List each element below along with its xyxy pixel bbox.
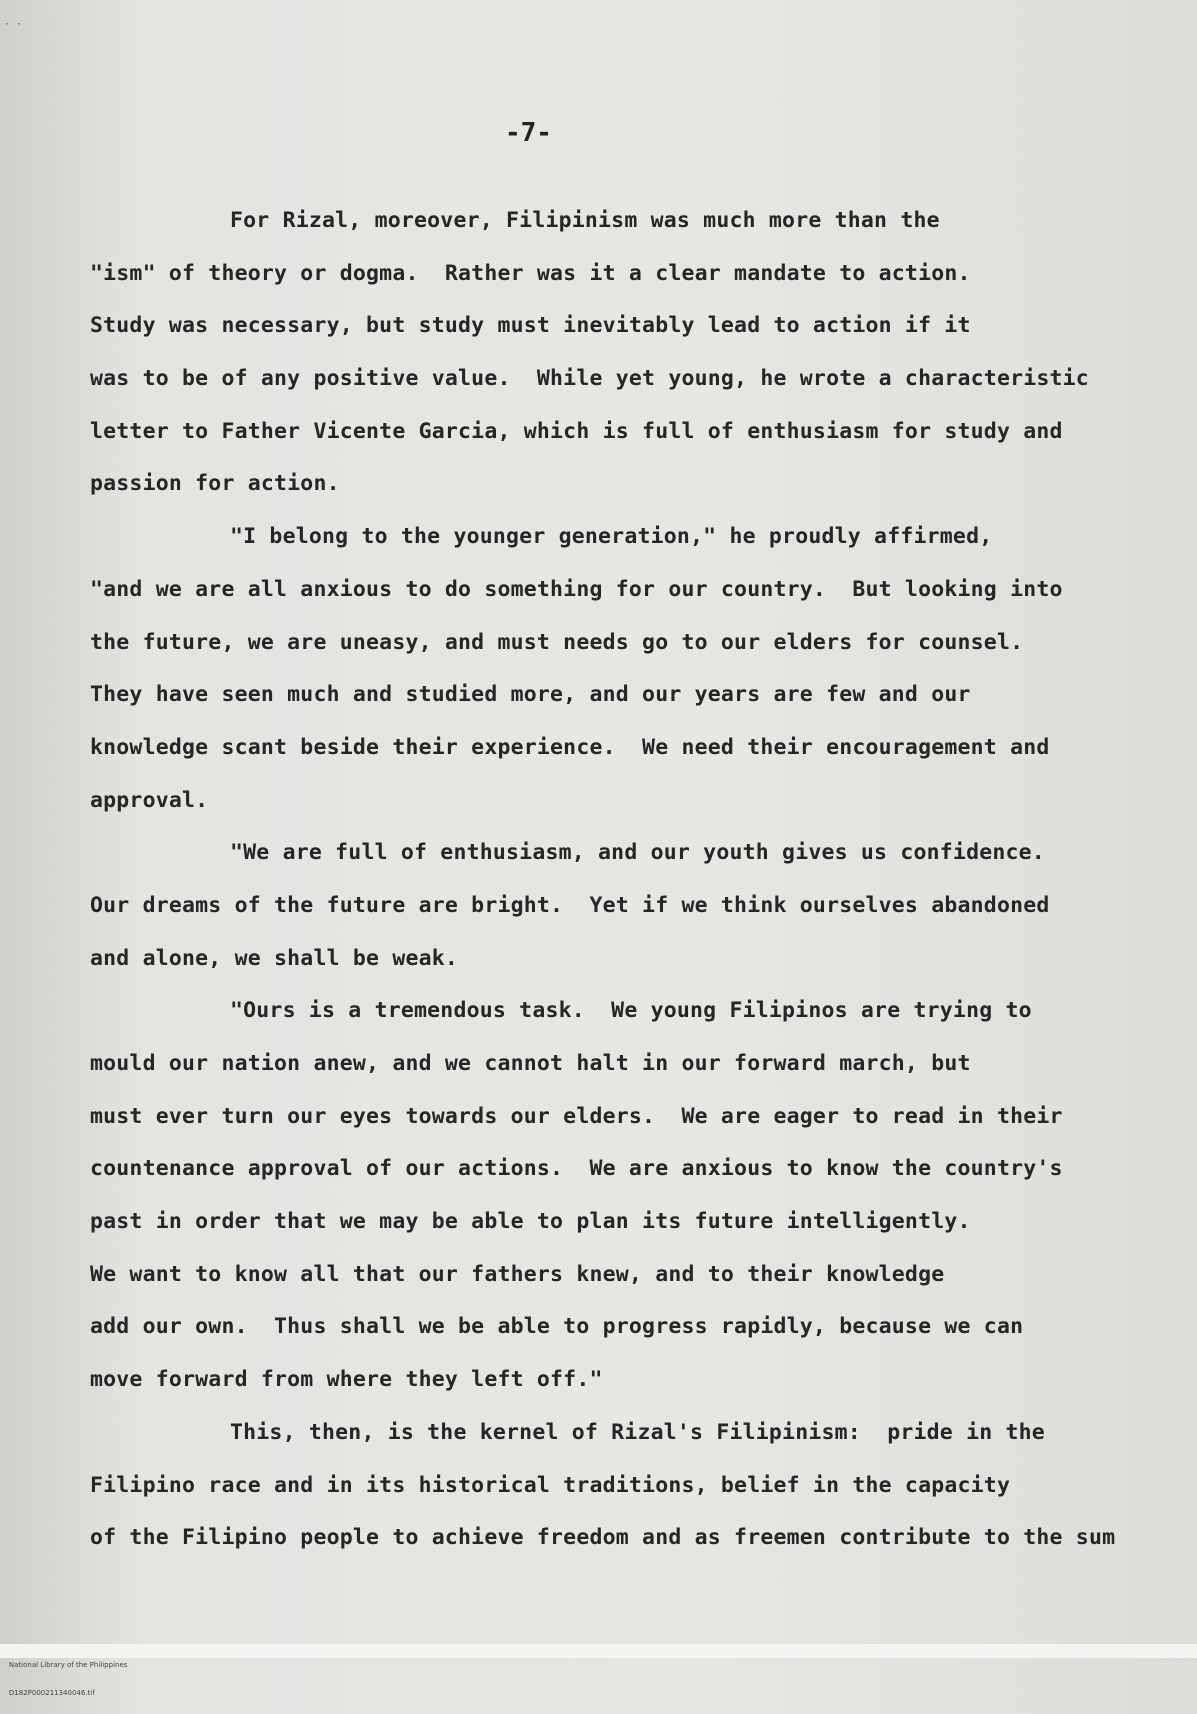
text-line: knowledge scant beside their experience. We need their encouragement and [90,734,1050,760]
text-line: letter to Father Vicente Garcia, which is full of enthusiasm for study and [90,418,1063,444]
text-line: "We are full of enthusiasm, and our youth gives us confidence. [230,840,1045,866]
text-line: "I belong to the younger generation," he proudly affirmed, [230,524,993,550]
text-line: past in order that we may be able to plan its future intelligently. [90,1209,971,1235]
text-line: For Rizal, moreover, Filipinism was much more than the [230,208,940,233]
text-line: "and we are all anxious to do something for our country. But looking into [90,576,1063,602]
text-line: countenance approval of our actions. We are anxious to know the country's [90,1156,1063,1182]
text-line: move forward from where they left off." [90,1367,603,1393]
text-line: of the Filipino people to achieve freedom and as freemen contribute to the sum [90,1525,1116,1551]
text-line: approval. [90,787,209,813]
text-line: Study was necessary, but study must inevitably lead to action if it [90,313,971,339]
text-line: "ism" of theory or dogma. Rather was it a clear mandate to action. [90,260,971,286]
text-line: Filipino race and in its historical traditions, belief in the capacity [90,1472,1011,1498]
text-line: passion for action. [90,471,340,497]
text-line: must ever turn our eyes towards our elders. We are eager to read in their [90,1103,1063,1129]
scan-speck: · · [4,19,23,30]
text-line: add our own. Thus shall we be able to progress rapidly, because we can [90,1314,1024,1340]
body-text [90,195,1170,1565]
text-line: was to be of any positive value. While yet young, he wrote a characteristic [90,366,1089,392]
page-number: -7- [505,118,552,148]
text-line: We want to know all that our fathers knew, and to their knowledge [90,1261,945,1287]
footer-filename: D182P000211340046.tif [8,1689,95,1697]
scan-footer [0,1644,1197,1697]
text-line: This, then, is the kernel of Rizal's Filipinism: pride in the [230,1419,1045,1445]
text-line: Our dreams of the future are bright. Yet if we think ourselves abandoned [90,892,1050,918]
text-line: mould our nation anew, and we cannot halt in our forward march, but [90,1051,971,1076]
text-line: They have seen much and studied more, and our years are few and our [90,682,971,708]
text-line: "Ours is a tremendous task. We young Filipinos are trying to [230,998,1032,1024]
text-line: the future, we are uneasy, and must needs go to our elders for counsel. [90,629,1024,655]
footer-source: National Library of the Philippines [8,1661,128,1669]
text-line: and alone, we shall be weak. [90,945,459,971]
